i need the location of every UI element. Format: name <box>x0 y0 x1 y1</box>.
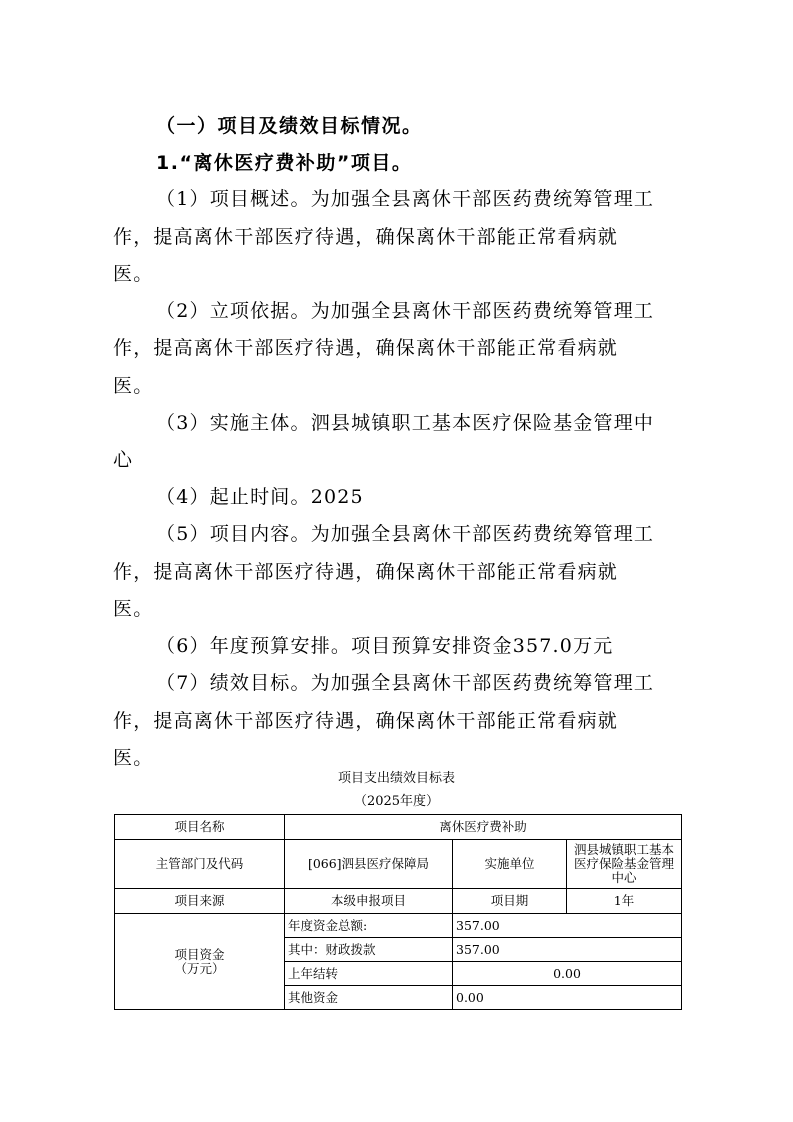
table-subcaption: （2025年度） <box>353 794 440 809</box>
dept-value: [066]泗县医疗保障局 <box>285 840 453 889</box>
paragraph-line: 作，提高离休干部医疗待遇，确保离休干部能正常看病就 <box>113 226 619 248</box>
project-name-value: 离休医疗费补助 <box>285 815 682 840</box>
annual-total-label: 年度资金总额: <box>285 914 453 938</box>
annual-total-value: 357.00 <box>453 914 682 938</box>
paragraph-line: 医。 <box>113 375 154 397</box>
paragraph-line: 作，提高离休干部医疗待遇，确保离休干部能正常看病就 <box>113 337 619 359</box>
paragraph-line: 作，提高离休干部医疗待遇，确保离休干部能正常看病就 <box>113 561 619 583</box>
period-label: 项目期 <box>453 889 567 914</box>
paragraph-line: 作，提高离休干部医疗待遇，确保离休干部能正常看病就 <box>113 710 619 732</box>
table-row <box>115 840 682 889</box>
unit-label: 实施单位 <box>453 840 567 889</box>
fiscal-value: 357.00 <box>453 938 682 962</box>
source-value: 本级申报项目 <box>285 889 453 914</box>
period-value: 1年 <box>567 889 682 914</box>
table-row <box>115 889 682 914</box>
paragraph-line: （5）项目内容。为加强全县离休干部医药费统筹管理工 <box>156 523 655 545</box>
table-row <box>115 914 682 938</box>
project-name-label: 项目名称 <box>115 815 285 840</box>
paragraph-line: 医。 <box>113 598 154 620</box>
paragraph-line: （3）实施主体。泗县城镇职工基本医疗保险基金管理中 <box>156 412 655 434</box>
performance-target-table <box>114 814 682 1010</box>
paragraph-line: （4）起止时间。2025 <box>156 486 364 508</box>
carryover-label: 上年结转 <box>285 962 453 986</box>
unit-value: 泗县城镇职工基本医疗保险基金管理中心 <box>567 840 682 889</box>
paragraph-line: 心 <box>113 449 134 471</box>
project-heading: 1.“离休医疗费补助”项目。 <box>156 152 413 174</box>
carryover-value: 0.00 <box>453 962 682 986</box>
paragraph-line: （1）项目概述。为加强全县离休干部医药费统筹管理工 <box>156 188 655 210</box>
paragraph-line: （6）年度预算安排。项目预算安排资金357.0万元 <box>156 635 614 657</box>
paragraph-line: 医。 <box>113 263 154 285</box>
paragraph-line: 医。 <box>113 747 154 769</box>
dept-label: 主管部门及代码 <box>115 840 285 889</box>
fiscal-label: 其中：财政拨款 <box>285 938 453 962</box>
source-label: 项目来源 <box>115 889 285 914</box>
section-heading: （一）项目及绩效目标情况。 <box>156 115 423 137</box>
other-value: 0.00 <box>453 986 682 1010</box>
other-label: 其他资金 <box>285 986 453 1010</box>
table-row <box>115 815 682 840</box>
funds-label-line-2: （万元） <box>174 960 225 976</box>
table-caption: 项目支出绩效目标表 <box>337 771 455 786</box>
paragraph-line: （7）绩效目标。为加强全县离休干部医药费统筹管理工 <box>156 672 655 694</box>
funds-label <box>115 914 285 1010</box>
funds-label-line-1: 项目资金 <box>174 946 225 962</box>
paragraph-line: （2）立项依据。为加强全县离休干部医药费统筹管理工 <box>156 300 655 322</box>
